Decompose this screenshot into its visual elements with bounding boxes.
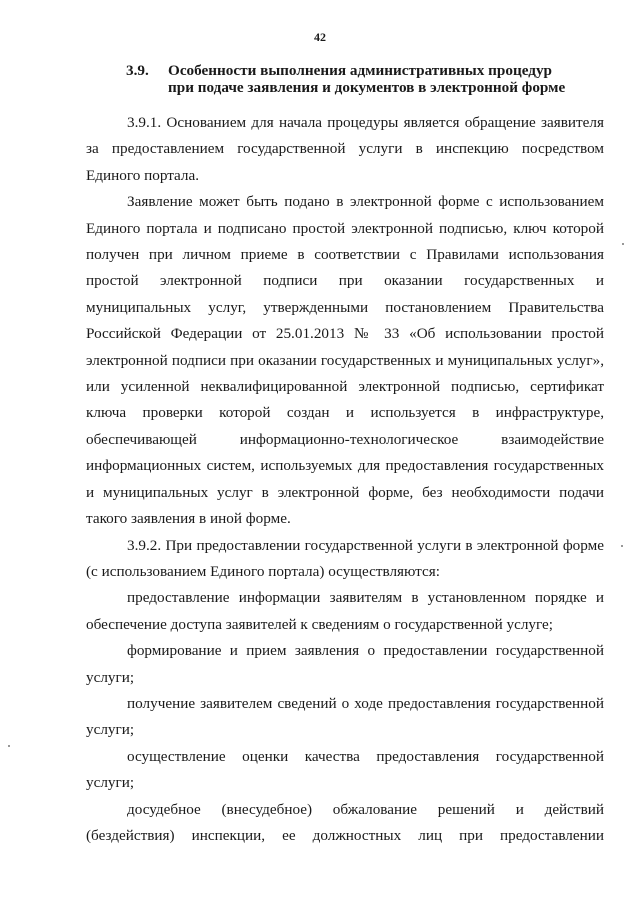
scan-speck xyxy=(8,745,10,747)
scan-speck xyxy=(622,243,624,245)
section-heading xyxy=(86,62,604,96)
paragraph-3-9-2: 3.9.2. При предоставлении государственной услуги в электронной форме (с использованием Единого портала) осуществляются: xyxy=(86,536,604,580)
list-item-application-forming: формирование и прием заявления о предоставлении государственной услуги; xyxy=(86,642,604,686)
paragraph-electronic-application: Заявление может быть подано в электронной форме с использованием Единого портала и подписано простой электронной подписью, ключ которой получен при личном приеме в соответствии с Правилами использования простой электронной подписи при оказании государственных и муниципальных услуг, утвержденными постановлением Правительства Российской Федерации от 25.01.2013 № 33 «Об использовании простой электронной подписи при оказании государственных и муниципальных услуг», или усиленной неквалифицированной электронной подписью, сертификат ключа проверки которой создан и используется в инфраструктуре, обеспечивающей информационно-технологическое взаимодействие информационных систем, используемых для предоставления государственных и муниципальных услуг в электронной форме, без необходимости подачи такого заявления в иной форме. xyxy=(86,193,604,528)
scan-speck xyxy=(621,545,623,547)
list-item-progress-info: получение заявителем сведений о ходе предоставления государственной услуги; xyxy=(86,694,604,739)
page-number: 42 xyxy=(314,30,326,44)
list-item-quality-assessment: осуществление оценки качества предоставления государственной услуги; xyxy=(86,747,604,792)
section-title-line1: Особенности выполнения административных процедур xyxy=(168,62,552,79)
section-title-line2: при подаче заявления и документов в электронной форме xyxy=(168,79,566,96)
paragraph-3-9-1: 3.9.1. Основанием для начала процедуры является обращение заявителя за предоставлением государственной услуги в инспекцию посредством Единого портала. xyxy=(86,114,604,184)
list-item-information: предоставление информации заявителям в установленном порядке и обеспечение доступа заявителей к сведениям о государственной услуге; xyxy=(86,589,604,633)
list-item-appeal: досудебное (внесудебное) обжалование решений и действий (бездействия) инспекции, ее должностных лиц при предоставлении xyxy=(86,800,604,844)
body-text xyxy=(86,110,604,849)
section-number: 3.9. xyxy=(126,62,149,79)
